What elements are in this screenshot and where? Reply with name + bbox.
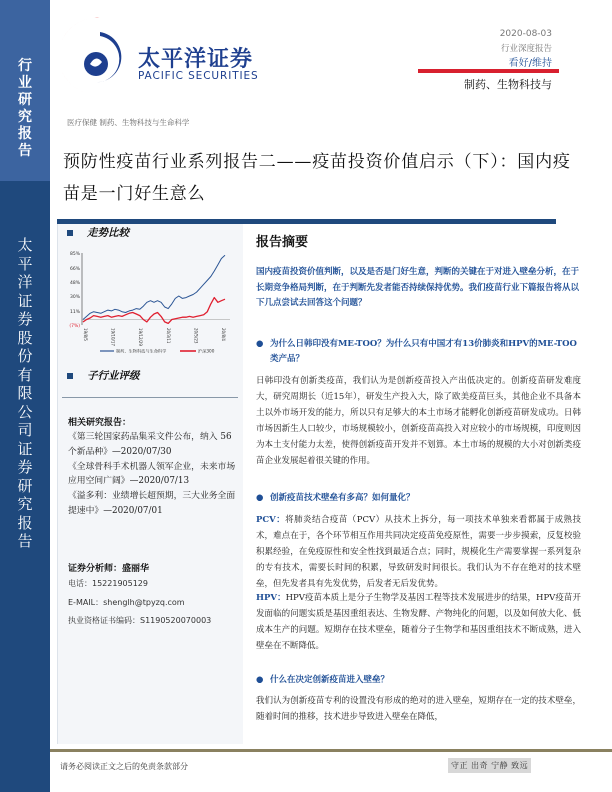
hpv-paragraph: HPV：HPV疫苗本质上是分子生物学及基因工程等技术发展进步的结果，HPV疫苗开发面临的问题实质是基因重组表达、生物发酵、产物纯化的问题，以及如何放大化、低成本生产的问题。短期存在技术壁垒，随着分子生物学和基因重组技术不断成熟，进入壁垒在不断降低。: [256, 593, 581, 651]
y-tick-label: (7%): [69, 324, 80, 329]
bullet-dot-icon: ●: [256, 493, 264, 503]
vertical-char: 份: [17, 347, 33, 365]
vertical-char: 平: [17, 254, 33, 273]
x-tick-label: 20/8/4: [221, 328, 226, 341]
vertical-char: 行: [18, 58, 32, 74]
vertical-char: 司: [17, 421, 33, 439]
vertical-char: 证: [17, 439, 33, 458]
legend-label: 制药、生物科技与生命科学: [116, 348, 167, 354]
bullet-dot-icon: ●: [256, 675, 264, 685]
related-reports-title: 相关研究报告：: [68, 418, 132, 428]
vertical-char: 券: [17, 310, 33, 328]
x-tick-label: 19/10/17: [110, 328, 116, 346]
vertical-char: 有: [17, 365, 33, 384]
series-line: [83, 255, 225, 319]
legend-label: 沪深300: [198, 348, 215, 354]
vertical-char: 报: [18, 126, 32, 142]
header-red-divider: [418, 69, 559, 73]
vertical-char: 研: [18, 92, 32, 108]
logo-english-text: PACIFIC SECURITIES: [138, 70, 259, 82]
question-bullet: ● 什么在决定创新疫苗进入壁垒？: [256, 673, 581, 688]
pcv-tag: PCV：: [256, 515, 286, 525]
vertical-char: 公: [17, 402, 33, 421]
vertical-char: 研: [17, 476, 33, 495]
footer-motto: 守正 出奇 宁静 致远: [448, 758, 531, 773]
square-bullet-icon: [67, 373, 73, 379]
y-tick-label: 85%: [69, 252, 80, 257]
header-sector: 制药、生物科技与: [464, 78, 552, 91]
hpv-tag: HPV：: [256, 593, 286, 603]
vertical-char: 洋: [17, 273, 33, 291]
vertical-char: 太: [17, 236, 33, 254]
vertical-char: 究: [18, 109, 32, 125]
related-report-item[interactable]: 《溢多利：业绩增长超预期，三大业务全面提速中》—2020/07/01: [68, 491, 236, 516]
page-title: 预防性疫苗行业系列报告二——疫苗投资价值启示（下）：国内疫苗是一门好生意么: [63, 152, 571, 204]
y-tick-label: 66%: [69, 266, 80, 272]
answer-paragraph: 我们认为创新疫苗专利的设置没有形成的绝对的进入壁垒，短期存在一定的技术壁垒，随着时间的推移，技术进步导致进入壁垒在降低，: [256, 696, 581, 722]
vertical-char: 告: [18, 143, 32, 159]
summary-intro: 国内疫苗投资价值判断，以及是否是门好生意，判断的关键在于对进入壁垒分析，在于长期竞争格局判断，在于判断先发者能否持续保持优势。我们疫苗行业下篇报告将从以下几点尝试去回答这个问题？: [256, 267, 580, 308]
x-tick-label: 19/12/29: [138, 328, 144, 346]
vertical-char: 告: [17, 532, 33, 550]
bullet-dot-icon: ●: [256, 339, 264, 349]
analyst-name: 证券分析师：盛丽华: [68, 564, 150, 574]
y-tick-label: 48%: [69, 280, 80, 286]
logo-chinese-text: 太平洋证券: [138, 47, 254, 72]
related-reports-list: [68, 430, 238, 519]
question-bullet: ● 创新疫苗技术壁垒有多高？如何量化？: [256, 491, 581, 506]
x-tick-label: 19/8/5: [83, 328, 88, 341]
vertical-char: 限: [17, 384, 33, 402]
related-report-item[interactable]: 《全球骨科手术机器人领军企业，未来市场应用空间广阔》—2020/07/13: [68, 461, 236, 487]
vertical-char: 报: [17, 513, 33, 532]
sidebar-report-category: [0, 58, 50, 160]
related-report-item[interactable]: 《第三轮国家药品集采文件公布，纳入 56 个新品种》—2020/07/30: [68, 432, 232, 457]
trend-comparison-chart: [62, 245, 240, 360]
logo-emblem-icon: [62, 12, 142, 102]
vertical-char: 券: [17, 458, 33, 476]
x-tick-label: 20/3/11: [165, 328, 171, 344]
industry-rating: 看好/维持: [508, 58, 552, 69]
sidebar-company-name: [0, 236, 50, 551]
analyst-phone: 电话：15221905129: [68, 579, 148, 588]
trend-section-label: 走势比较: [67, 225, 129, 240]
square-bullet-icon: [67, 230, 73, 236]
pcv-paragraph: PCV：将肺炎结合疫苗（PCV）从技术上拆分，每一项技术单独来看都属于成熟技术，难点在于，各个环节相互作用共同决定疫苗免疫原性，需要一步步摸索，反复校验积累经验，在免疫原性和安全性找到最适合点；同时，规模化生产需要掌握一系列复杂的专有技术，需要长时间的积累，导致研发时间很长。我们认为不存在绝对的技术壁垒，但先发者具有先发优势，后发者无后发优势。: [256, 515, 581, 589]
vertical-char: 股: [17, 328, 33, 347]
question-bullet: ● 为什么日韩印没有ME-TOO？为什么只有中国才有13价肺炎和HPV的ME-TOO类产品？: [256, 339, 577, 364]
vertical-char: 证: [17, 291, 33, 310]
y-tick-label: 30%: [69, 295, 80, 301]
vertical-char: 究: [17, 495, 33, 513]
report-date: 2020-08-03: [499, 29, 552, 39]
footer-disclaimer: 请务必阅读正文之后的免责条款部分: [60, 762, 188, 771]
industry-tag: 医疗保健 制药、生物科技与生命科学: [67, 118, 190, 127]
analyst-certificate: 执业资格证书编码：S1190520070003: [68, 616, 212, 625]
summary-heading: 报告摘要: [256, 235, 309, 250]
report-type: 行业深度报告: [500, 44, 552, 54]
rating-divider: [62, 397, 238, 398]
analyst-email[interactable]: E-MAIL：shenglh@tpyzq.com: [68, 598, 185, 607]
answer-paragraph: 日韩印没有创新类疫苗，我们认为是创新疫苗投入产出低决定的。创新疫苗研发难度大，研究周期长（近15年），研发生产投入大，除了欧美疫苗巨头，其他企业不具备本土以外市场开发的能力，所以只有足够大的本土市场才能孵化创新疫苗研发成功。日韩市场因新生人口较少，市场规模较小，创新疫苗高投入对应较小的市场规模，印度则因为本土支付能力太差，使得创新疫苗开发并不划算。本土市场的规模的大小对创新类疫苗企业发展起着很关键的作用。: [256, 376, 581, 466]
sub-rating-section-label: 子行业评级: [67, 368, 140, 383]
vertical-char: 业: [18, 75, 32, 91]
header-meta: [500, 27, 552, 71]
footer-divider: [50, 749, 612, 752]
company-logo: [62, 12, 262, 102]
x-tick-label: 20/5/23: [193, 328, 199, 344]
y-tick-label: 11%: [69, 309, 80, 315]
